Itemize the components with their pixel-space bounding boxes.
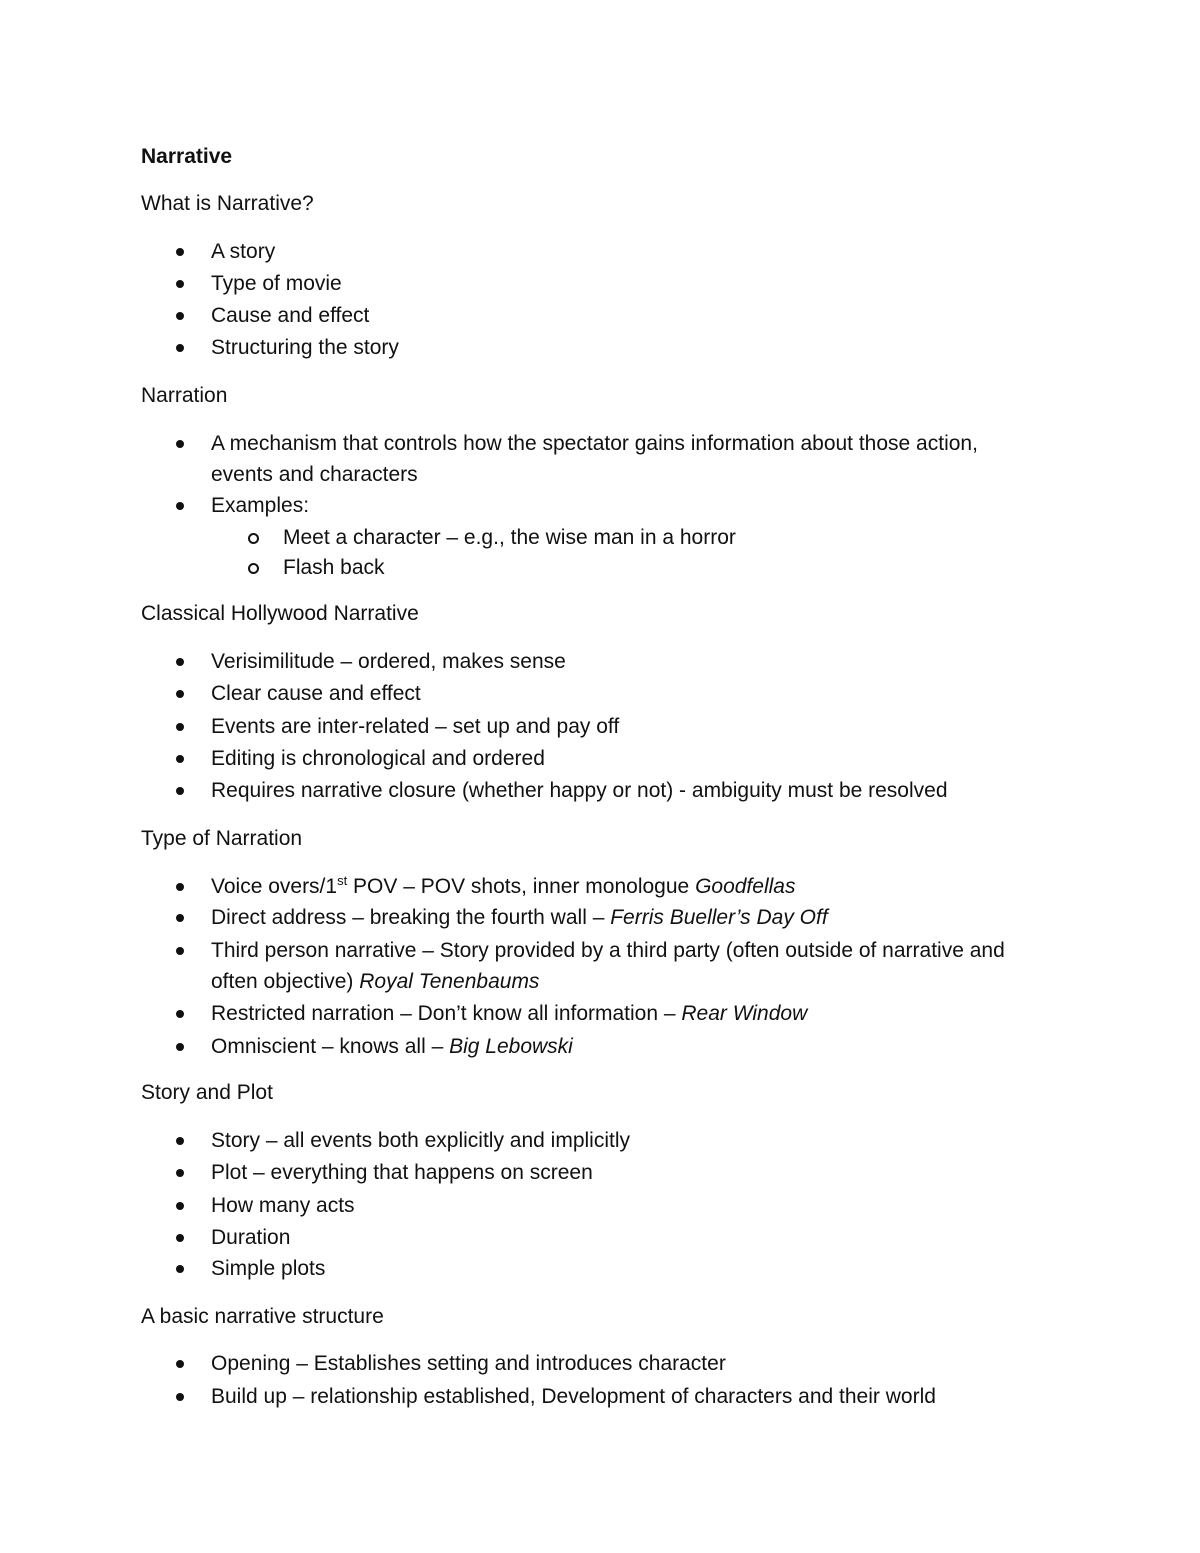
bullet-dot (176, 248, 184, 256)
item-text: Omniscient – knows all – (211, 1035, 450, 1058)
list-item: Type of movie (211, 272, 342, 295)
list-item (211, 998, 807, 1029)
bullet-dot (176, 1393, 184, 1401)
item-text: Restricted narration – Don’t know all information – (211, 1002, 682, 1025)
item-text: Direct address – breaking the fourth wall – (211, 906, 611, 929)
film-title: Royal Tenenbaums (359, 970, 540, 993)
bullet-dot (176, 440, 184, 448)
bullet-circle (248, 533, 259, 544)
section-heading-what-is-narrative: What is Narrative? (141, 192, 314, 215)
list-item: Editing is chronological and ordered (211, 747, 545, 770)
list-item (211, 871, 795, 902)
sub-list-item: Meet a character – e.g., the wise man in a horror (283, 526, 736, 549)
list-item-continuation (211, 966, 539, 997)
item-text: POV – POV shots, inner monologue (347, 875, 696, 898)
list-item: Cause and effect (211, 304, 370, 327)
list-item: Build up – relationship established, Development of characters and their world (211, 1385, 936, 1408)
bullet-dot (176, 1043, 184, 1051)
bullet-dot (176, 787, 184, 795)
bullet-dot (176, 280, 184, 288)
section-heading-classical-hollywood: Classical Hollywood Narrative (141, 602, 419, 625)
bullet-dot (176, 312, 184, 320)
bullet-dot (176, 1202, 184, 1210)
list-item-continuation: events and characters (211, 463, 418, 486)
list-item: A mechanism that controls how the spectator gains information about those action, (211, 432, 978, 455)
bullet-dot (176, 344, 184, 352)
bullet-dot (176, 723, 184, 731)
bullet-dot (176, 755, 184, 763)
bullet-dot (176, 947, 184, 955)
list-item: Events are inter-related – set up and pay off (211, 715, 620, 738)
list-item: Duration (211, 1226, 291, 1249)
bullet-dot (176, 914, 184, 922)
bullet-dot (176, 658, 184, 666)
bullet-dot (176, 690, 184, 698)
bullet-dot (176, 1010, 184, 1018)
item-text: Voice overs/1 (211, 875, 338, 898)
list-item: Story – all events both explicitly and implicitly (211, 1129, 631, 1152)
section-heading-type-of-narration: Type of Narration (141, 827, 303, 850)
film-title: Goodfellas (695, 875, 796, 898)
list-item: Clear cause and effect (211, 682, 421, 705)
film-title: Big Lebowski (449, 1035, 573, 1058)
bullet-dot (176, 1265, 184, 1273)
sub-list-item: Flash back (283, 556, 385, 579)
doc-title: Narrative (141, 145, 233, 168)
list-item: Structuring the story (211, 336, 399, 359)
film-title: Ferris Bueller’s Day Off (610, 906, 828, 929)
list-item: Simple plots (211, 1257, 326, 1280)
list-item: Opening – Establishes setting and introduces character (211, 1352, 726, 1375)
section-heading-narration: Narration (141, 384, 228, 407)
list-item: Examples: (211, 494, 310, 517)
item-text: often objective) (211, 970, 360, 993)
list-item: How many acts (211, 1194, 355, 1217)
list-item: A story (211, 240, 276, 263)
list-item: Plot – everything that happens on screen (211, 1161, 593, 1184)
list-item: Third person narrative – Story provided by a third party (often outside of narrative and (211, 939, 1005, 962)
section-heading-basic-structure: A basic narrative structure (141, 1305, 384, 1328)
superscript: st (337, 873, 348, 888)
bullet-circle (248, 563, 259, 574)
list-item (211, 1031, 573, 1062)
list-item: Requires narrative closure (whether happy or not) - ambiguity must be resolved (211, 779, 948, 802)
bullet-dot (176, 883, 184, 891)
bullet-dot (176, 1137, 184, 1145)
bullet-dot (176, 502, 184, 510)
list-item (211, 902, 828, 933)
bullet-dot (176, 1169, 184, 1177)
film-title: Rear Window (681, 1002, 808, 1025)
bullet-dot (176, 1234, 184, 1242)
section-heading-story-and-plot: Story and Plot (141, 1081, 273, 1104)
list-item: Verisimilitude – ordered, makes sense (211, 650, 566, 673)
bullet-dot (176, 1360, 184, 1368)
